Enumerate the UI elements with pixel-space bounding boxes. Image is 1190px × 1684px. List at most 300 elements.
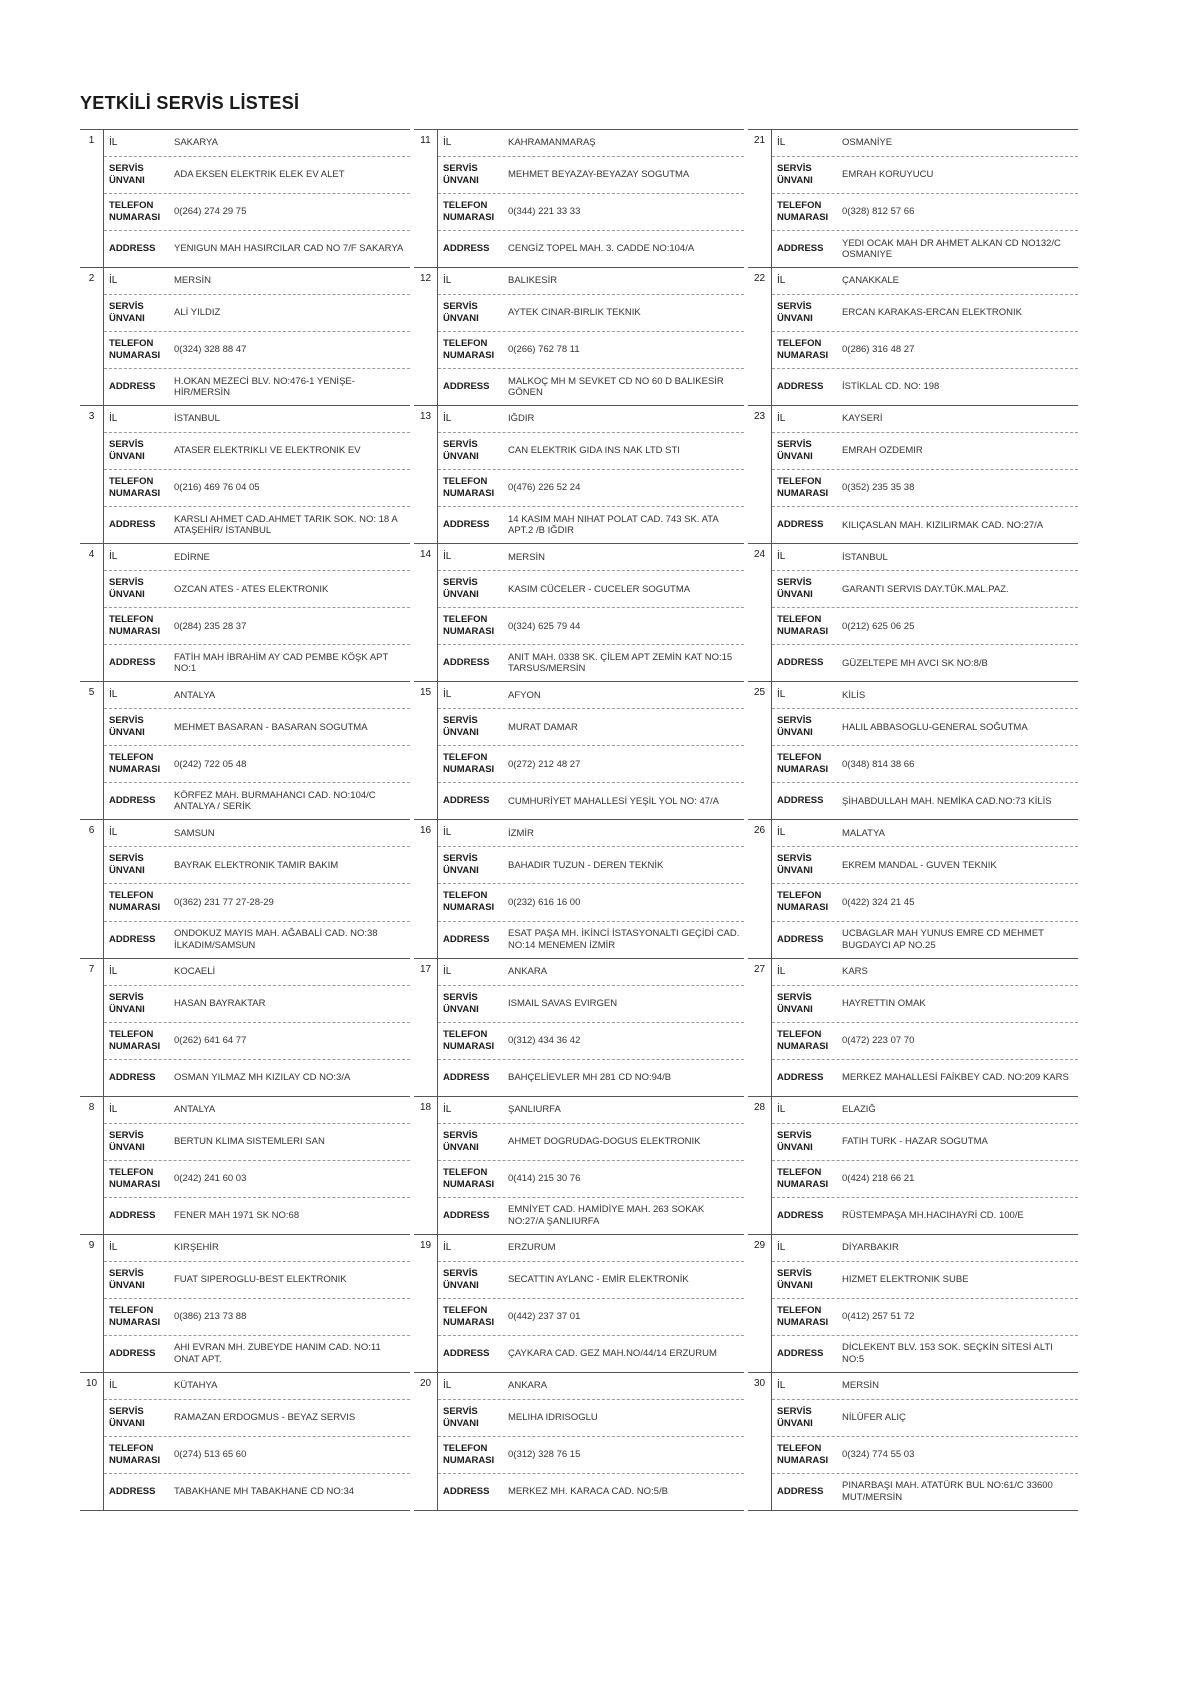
- address-label: ADDRESS: [777, 657, 824, 669]
- phone-label-line2: NUMARASI: [777, 212, 829, 224]
- service-label-line2: ÜNVANI: [443, 174, 479, 186]
- entry-rows: [438, 959, 744, 1096]
- province-label: İL: [109, 1103, 118, 1115]
- address-value: YEDI OCAK MAH DR AHMET ALKAN CD NO132/C OSMANIYE: [842, 237, 1061, 261]
- address-value: FATİH MAH İBRAHİM AY CAD PEMBE KÖŞK APT NO:1: [174, 651, 389, 675]
- phone-label: [104, 890, 174, 914]
- phone-label-line1: TELEFON: [109, 1304, 154, 1316]
- address-label: ADDRESS: [443, 381, 490, 393]
- address-label: ADDRESS: [777, 1485, 824, 1497]
- phone-label: [772, 1443, 842, 1467]
- service-title-value: ADA EKSEN ELEKTRIK ELEK EV ALET: [174, 169, 345, 181]
- service-entry: [80, 819, 410, 957]
- service-title-label: [438, 301, 508, 325]
- phone-label: [438, 752, 508, 776]
- service-title-label: [104, 301, 174, 325]
- phone-label-line2: NUMARASI: [109, 626, 161, 638]
- address-value: İSTİKLAL CD. NO: 198: [842, 381, 940, 393]
- address-row: [104, 1197, 410, 1234]
- entry-rows: [104, 406, 410, 543]
- entry-number: 5: [80, 682, 104, 819]
- province-value: ELAZIĞ: [842, 1103, 876, 1115]
- address-row: [438, 1059, 744, 1096]
- service-label-line1: SERVİS: [109, 439, 144, 451]
- service-title-label: [438, 1406, 508, 1430]
- address-row: [772, 644, 1078, 681]
- province-value: KARS: [842, 965, 868, 977]
- service-label-line1: SERVİS: [109, 1129, 144, 1141]
- service-entry: [414, 1372, 744, 1511]
- service-title-label: [104, 715, 174, 739]
- province-label: İL: [109, 689, 118, 701]
- service-label-line2: ÜNVANI: [109, 313, 145, 325]
- service-label-line1: SERVİS: [109, 853, 144, 865]
- service-title-row: [104, 570, 410, 607]
- province-label: İL: [109, 1241, 118, 1253]
- address-value: ONDOKUZ MAYIS MAH. AĞABALİ CAD. NO:38 İLKADIM/SAMSUN: [174, 928, 378, 951]
- phone-value: 0(348) 814 38 66: [842, 758, 915, 770]
- entry-rows: [772, 544, 1078, 681]
- phone-label-line1: TELEFON: [443, 1442, 488, 1454]
- address-label: ADDRESS: [109, 933, 156, 945]
- entry-rows: [438, 544, 744, 681]
- province-value: KOCAELİ: [174, 965, 216, 977]
- province-label: İL: [443, 689, 452, 701]
- province-row: [772, 1235, 1078, 1261]
- phone-value: 0(272) 212 48 27: [508, 758, 581, 770]
- phone-label-line2: NUMARASI: [777, 626, 829, 638]
- phone-row: [772, 1160, 1078, 1197]
- service-title-row: [438, 294, 744, 331]
- service-entry: [414, 129, 744, 267]
- service-title-label: [438, 715, 508, 739]
- address-value: CENGİZ TOPEL MAH. 3. CADDE NO:104/A: [508, 243, 695, 255]
- province-label: İL: [443, 136, 452, 148]
- address-row: [104, 506, 410, 543]
- entry-number: 14: [414, 544, 438, 681]
- phone-label-line1: TELEFON: [777, 614, 822, 626]
- service-title-value: CAN ELEKTRIK GIDA INS NAK LTD STI: [508, 445, 680, 457]
- entry-number: 4: [80, 544, 104, 681]
- phone-label: [772, 1167, 842, 1191]
- phone-label-line1: TELEFON: [777, 1166, 822, 1178]
- service-entry: [80, 543, 410, 681]
- address-value: TABAKHANE MH TABAKHANE CD NO:34: [174, 1486, 355, 1498]
- address-row: [104, 921, 410, 958]
- service-entry: [414, 543, 744, 681]
- phone-row: [438, 883, 744, 920]
- phone-label-line1: TELEFON: [777, 752, 822, 764]
- province-value: IĞDIR: [508, 413, 535, 425]
- phone-value: 0(324) 625 79 44: [508, 620, 581, 632]
- entry-number: 11: [414, 130, 438, 267]
- address-label: ADDRESS: [443, 1347, 490, 1359]
- phone-label-line2: NUMARASI: [443, 1178, 495, 1190]
- service-label-line2: ÜNVANI: [777, 589, 813, 601]
- province-label: İL: [109, 136, 118, 148]
- phone-value: 0(324) 774 55 03: [842, 1449, 915, 1461]
- address-row: [772, 368, 1078, 405]
- address-row: [438, 1335, 744, 1372]
- service-title-label: [438, 853, 508, 877]
- service-label-line1: SERVİS: [443, 301, 478, 313]
- service-title-label: [772, 577, 842, 601]
- phone-label-line1: TELEFON: [777, 338, 822, 350]
- phone-label-line1: TELEFON: [443, 1304, 488, 1316]
- service-entry: [80, 405, 410, 543]
- service-title-value: MELIHA IDRISOGLU: [508, 1412, 598, 1424]
- phone-label-line2: NUMARASI: [443, 764, 495, 776]
- entry-rows: [772, 1373, 1078, 1510]
- service-title-value: ATASER ELEKTRIKLI VE ELEKTRONIK EV: [174, 445, 361, 457]
- service-title-row: [772, 570, 1078, 607]
- address-row: [772, 1059, 1078, 1096]
- service-title-row: [772, 708, 1078, 745]
- address-row: [104, 1335, 410, 1372]
- phone-label-line1: TELEFON: [443, 476, 488, 488]
- phone-row: [772, 1298, 1078, 1335]
- service-title-label: [772, 301, 842, 325]
- entry-rows: [438, 130, 744, 267]
- service-title-label: [104, 577, 174, 601]
- entry-rows: [772, 682, 1078, 819]
- service-label-line1: SERVİS: [109, 991, 144, 1003]
- service-title-value: SECATTIN AYLANC - EMİR ELEKTRONİK: [508, 1273, 689, 1285]
- service-label-line2: ÜNVANI: [777, 174, 813, 186]
- service-entry: [414, 405, 744, 543]
- phone-label: [772, 752, 842, 776]
- service-label-line1: SERVİS: [443, 1405, 478, 1417]
- service-title-value: FUAT SIPEROGLU-BEST ELEKTRONIK: [174, 1273, 347, 1285]
- province-label: İL: [443, 1379, 452, 1391]
- address-label: ADDRESS: [443, 933, 490, 945]
- province-value: ANTALYA: [174, 689, 216, 701]
- entry-number: 6: [80, 820, 104, 957]
- phone-value: 0(216) 469 76 04 05: [174, 482, 260, 494]
- province-value: ŞANLIURFA: [508, 1103, 561, 1115]
- service-title-row: [104, 846, 410, 883]
- service-entry: [748, 267, 1078, 405]
- entry-rows: [438, 682, 744, 819]
- service-title-value: OZCAN ATES - ATES ELEKTRONIK: [174, 583, 329, 595]
- province-label: İL: [777, 1103, 786, 1115]
- service-label-line1: SERVİS: [777, 715, 812, 727]
- service-title-label: [104, 1406, 174, 1430]
- address-label: ADDRESS: [109, 1347, 156, 1359]
- entry-rows: [104, 1097, 410, 1234]
- entry-number: 29: [748, 1235, 772, 1372]
- phone-row: [104, 745, 410, 782]
- province-row: [104, 1373, 410, 1399]
- phone-label-line1: TELEFON: [443, 614, 488, 626]
- phone-label-line2: NUMARASI: [777, 1040, 829, 1052]
- address-value: KÖRFEZ MAH. BURMAHANCI CAD. NO:104/C ANTALYA / SERİK: [174, 789, 376, 813]
- phone-label-line1: TELEFON: [443, 752, 488, 764]
- phone-value: 0(362) 231 77 27-28-29: [174, 896, 274, 908]
- entry-number: 9: [80, 1235, 104, 1372]
- address-value: KILIÇASLAN MAH. KIZILIRMAK CAD. NO:27/A: [842, 519, 1044, 531]
- service-label-line2: ÜNVANI: [109, 727, 145, 739]
- province-value: EDİRNE: [174, 551, 210, 563]
- phone-value: 0(344) 221 33 33: [508, 206, 581, 218]
- phone-value: 0(324) 328 88 47: [174, 344, 247, 356]
- province-value: MERSİN: [508, 551, 545, 563]
- entry-number: 3: [80, 406, 104, 543]
- service-title-value: BERTUN KLIMA SISTEMLERI SAN: [174, 1135, 325, 1147]
- address-label: ADDRESS: [777, 1209, 824, 1221]
- service-label-line1: SERVİS: [777, 301, 812, 313]
- service-label-line1: SERVİS: [443, 439, 478, 451]
- phone-value: 0(476) 226 52 24: [508, 482, 581, 494]
- service-label-line2: ÜNVANI: [443, 589, 479, 601]
- phone-row: [104, 883, 410, 920]
- phone-label-line2: NUMARASI: [777, 1316, 829, 1328]
- province-row: [438, 1097, 744, 1123]
- address-row: [438, 230, 744, 267]
- service-label-line1: SERVİS: [777, 1267, 812, 1279]
- phone-value: 0(286) 316 48 27: [842, 344, 915, 356]
- address-row: [104, 230, 410, 267]
- phone-label: [438, 890, 508, 914]
- address-label: ADDRESS: [109, 1209, 156, 1221]
- service-entry: [80, 129, 410, 267]
- province-label: İL: [109, 965, 118, 977]
- service-entry: [414, 819, 744, 957]
- address-row: [772, 921, 1078, 958]
- service-entry: [80, 1234, 410, 1372]
- service-entry: [748, 958, 1078, 1096]
- entry-number: 19: [414, 1235, 438, 1372]
- address-label: ADDRESS: [443, 1209, 490, 1221]
- service-title-label: [438, 439, 508, 463]
- phone-row: [772, 331, 1078, 368]
- entry-number: 15: [414, 682, 438, 819]
- address-label: ADDRESS: [777, 933, 824, 945]
- service-title-row: [104, 294, 410, 331]
- service-title-value: BAYRAK ELEKTRONIK TAMIR BAKIM: [174, 859, 339, 871]
- service-title-row: [772, 1261, 1078, 1298]
- address-label: ADDRESS: [109, 795, 156, 807]
- province-row: [438, 268, 744, 294]
- address-label: ADDRESS: [109, 519, 156, 531]
- entry-rows: [104, 1235, 410, 1372]
- phone-row: [104, 1022, 410, 1059]
- entry-rows: [772, 130, 1078, 267]
- province-row: [772, 406, 1078, 432]
- service-label-line2: ÜNVANI: [777, 1141, 813, 1153]
- service-title-row: [438, 570, 744, 607]
- province-label: İL: [443, 1241, 452, 1253]
- phone-label-line2: NUMARASI: [443, 626, 495, 638]
- address-value: UCBAGLAR MAH YUNUS EMRE CD MEHMET BUGDAYCI AP NO.25: [842, 928, 1044, 951]
- service-label-line1: SERVİS: [443, 1129, 478, 1141]
- service-title-label: [772, 715, 842, 739]
- province-row: [438, 130, 744, 156]
- phone-label-line2: NUMARASI: [443, 1454, 495, 1466]
- service-title-row: [104, 432, 410, 469]
- entry-rows: [772, 1097, 1078, 1234]
- province-label: İL: [443, 965, 452, 977]
- phone-value: 0(422) 324 21 45: [842, 896, 915, 908]
- phone-label-line2: NUMARASI: [777, 1178, 829, 1190]
- service-label-line2: ÜNVANI: [109, 589, 145, 601]
- address-label: ADDRESS: [109, 1071, 156, 1083]
- service-label-line1: SERVİS: [109, 715, 144, 727]
- service-title-row: [104, 1123, 410, 1160]
- phone-label-line2: NUMARASI: [443, 350, 495, 362]
- phone-row: [438, 1436, 744, 1473]
- province-value: AFYON: [508, 689, 541, 701]
- address-row: [104, 782, 410, 819]
- service-entry: [80, 681, 410, 819]
- phone-row: [438, 1298, 744, 1335]
- province-label: İL: [443, 1103, 452, 1115]
- address-value: H.OKAN MEZECİ BLV. NO:476-1 YENİŞE-HİR/MERSİN: [174, 375, 355, 399]
- address-value: PINARBAŞI MAH. ATATÜRK BUL NO:61/C 33600 MUT/MERSİN: [842, 1480, 1053, 1503]
- address-value: GÜZELTEPE MH AVCI SK NO:8/B: [842, 657, 988, 669]
- province-value: ANKARA: [508, 1380, 548, 1392]
- service-entry: [748, 1096, 1078, 1234]
- phone-row: [438, 745, 744, 782]
- phone-value: 0(424) 218 66 21: [842, 1172, 915, 1184]
- phone-label: [104, 1443, 174, 1467]
- address-value: MERKEZ MH. KARACA CAD. NO:5/B: [508, 1486, 668, 1498]
- province-value: ANTALYA: [174, 1103, 216, 1115]
- phone-label-line2: NUMARASI: [109, 1040, 161, 1052]
- service-label-line1: SERVİS: [109, 1267, 144, 1279]
- service-label-line2: ÜNVANI: [777, 865, 813, 877]
- entry-rows: [104, 544, 410, 681]
- service-title-label: [104, 163, 174, 187]
- phone-label: [104, 476, 174, 500]
- phone-value: 0(262) 641 64 77: [174, 1034, 247, 1046]
- address-row: [772, 506, 1078, 543]
- service-label-line1: SERVİS: [777, 853, 812, 865]
- service-title-row: [104, 1399, 410, 1436]
- service-label-line1: SERVİS: [777, 439, 812, 451]
- service-title-label: [772, 1130, 842, 1154]
- province-row: [104, 544, 410, 570]
- province-value: ERZURUM: [508, 1241, 556, 1253]
- service-title-row: [772, 846, 1078, 883]
- phone-label-line2: NUMARASI: [109, 1454, 161, 1466]
- service-label-line1: SERVİS: [777, 162, 812, 174]
- address-row: [104, 1059, 410, 1096]
- service-title-row: [438, 1261, 744, 1298]
- service-title-row: [104, 156, 410, 193]
- phone-row: [438, 193, 744, 230]
- service-label-line2: ÜNVANI: [777, 1279, 813, 1291]
- entry-number: 1: [80, 130, 104, 267]
- province-row: [438, 1235, 744, 1261]
- service-label-line1: SERVİS: [443, 162, 478, 174]
- phone-value: 0(212) 625 06 25: [842, 620, 915, 632]
- phone-label-line1: TELEFON: [777, 1304, 822, 1316]
- entry-number: 8: [80, 1097, 104, 1234]
- province-row: [104, 130, 410, 156]
- phone-label: [772, 200, 842, 224]
- service-title-value: BAHADIR TUZUN - DEREN TEKNİK: [508, 859, 664, 871]
- page-title: YETKİLİ SERVİS LİSTESİ: [80, 93, 300, 113]
- province-row: [438, 682, 744, 708]
- province-label: İL: [777, 1241, 786, 1253]
- service-title-value: RAMAZAN ERDOGMUS - BEYAZ SERVIS: [174, 1412, 356, 1424]
- service-title-row: [772, 1123, 1078, 1160]
- phone-label-line2: NUMARASI: [109, 1178, 161, 1190]
- province-label: İL: [443, 551, 452, 563]
- phone-row: [438, 1022, 744, 1059]
- service-title-value: MURAT DAMAR: [508, 721, 578, 733]
- entry-rows: [772, 1235, 1078, 1372]
- phone-label: [438, 614, 508, 638]
- service-label-line1: SERVİS: [443, 1267, 478, 1279]
- phone-value: 0(472) 223 07 70: [842, 1034, 915, 1046]
- phone-label: [772, 890, 842, 914]
- service-title-value: AHMET DOGRUDAG-DOGUS ELEKTRONIK: [508, 1135, 701, 1147]
- province-label: İL: [443, 827, 452, 839]
- phone-value: 0(352) 235 35 38: [842, 482, 915, 494]
- phone-label-line2: NUMARASI: [777, 488, 829, 500]
- phone-row: [104, 1436, 410, 1473]
- phone-label-line1: TELEFON: [777, 476, 822, 488]
- service-entry: [414, 958, 744, 1096]
- entry-number: 25: [748, 682, 772, 819]
- service-label-line1: SERVİS: [777, 1129, 812, 1141]
- province-row: [772, 130, 1078, 156]
- address-value: CUMHURİYET MAHALLESİ YEŞİL YOL NO: 47/A: [508, 795, 720, 807]
- address-value: ÇAYKARA CAD. GEZ MAH.NO/44/14 ERZURUM: [508, 1348, 717, 1360]
- entry-number: 22: [748, 268, 772, 405]
- address-value: DİCLEKENT BLV. 153 SOK. SEÇKİN SİTESİ ALTI NO:5: [842, 1342, 1053, 1365]
- province-row: [772, 544, 1078, 570]
- entry-number: 23: [748, 406, 772, 543]
- service-title-row: [438, 985, 744, 1022]
- province-row: [104, 820, 410, 846]
- phone-label-line2: NUMARASI: [109, 212, 161, 224]
- phone-label-line2: NUMARASI: [109, 764, 161, 776]
- phone-row: [772, 1022, 1078, 1059]
- service-title-value: HIZMET ELEKTRONIK SUBE: [842, 1273, 969, 1285]
- address-row: [438, 1197, 744, 1234]
- province-label: İL: [777, 136, 786, 148]
- province-label: İL: [109, 827, 118, 839]
- service-title-label: [104, 992, 174, 1016]
- phone-row: [438, 469, 744, 506]
- entry-number: 13: [414, 406, 438, 543]
- service-label-line2: ÜNVANI: [109, 1279, 145, 1291]
- service-entry: [748, 1372, 1078, 1511]
- service-title-value: NİLÜFER ALIÇ: [842, 1412, 906, 1424]
- phone-row: [104, 1160, 410, 1197]
- entry-number: 18: [414, 1097, 438, 1234]
- service-label-line1: SERVİS: [777, 991, 812, 1003]
- province-row: [104, 406, 410, 432]
- phone-label-line2: NUMARASI: [109, 488, 161, 500]
- service-label-line2: ÜNVANI: [777, 727, 813, 739]
- service-column: [414, 129, 744, 1511]
- address-label: ADDRESS: [443, 243, 490, 255]
- province-label: İL: [777, 689, 786, 701]
- address-row: [772, 782, 1078, 819]
- address-value: OSMAN YILMAZ MH KIZILAY CD NO:3/A: [174, 1071, 351, 1083]
- phone-row: [772, 745, 1078, 782]
- entry-rows: [104, 820, 410, 957]
- phone-label: [772, 1305, 842, 1329]
- province-value: İZMİR: [508, 827, 534, 839]
- province-row: [772, 268, 1078, 294]
- phone-label-line1: TELEFON: [109, 752, 154, 764]
- service-entry: [748, 543, 1078, 681]
